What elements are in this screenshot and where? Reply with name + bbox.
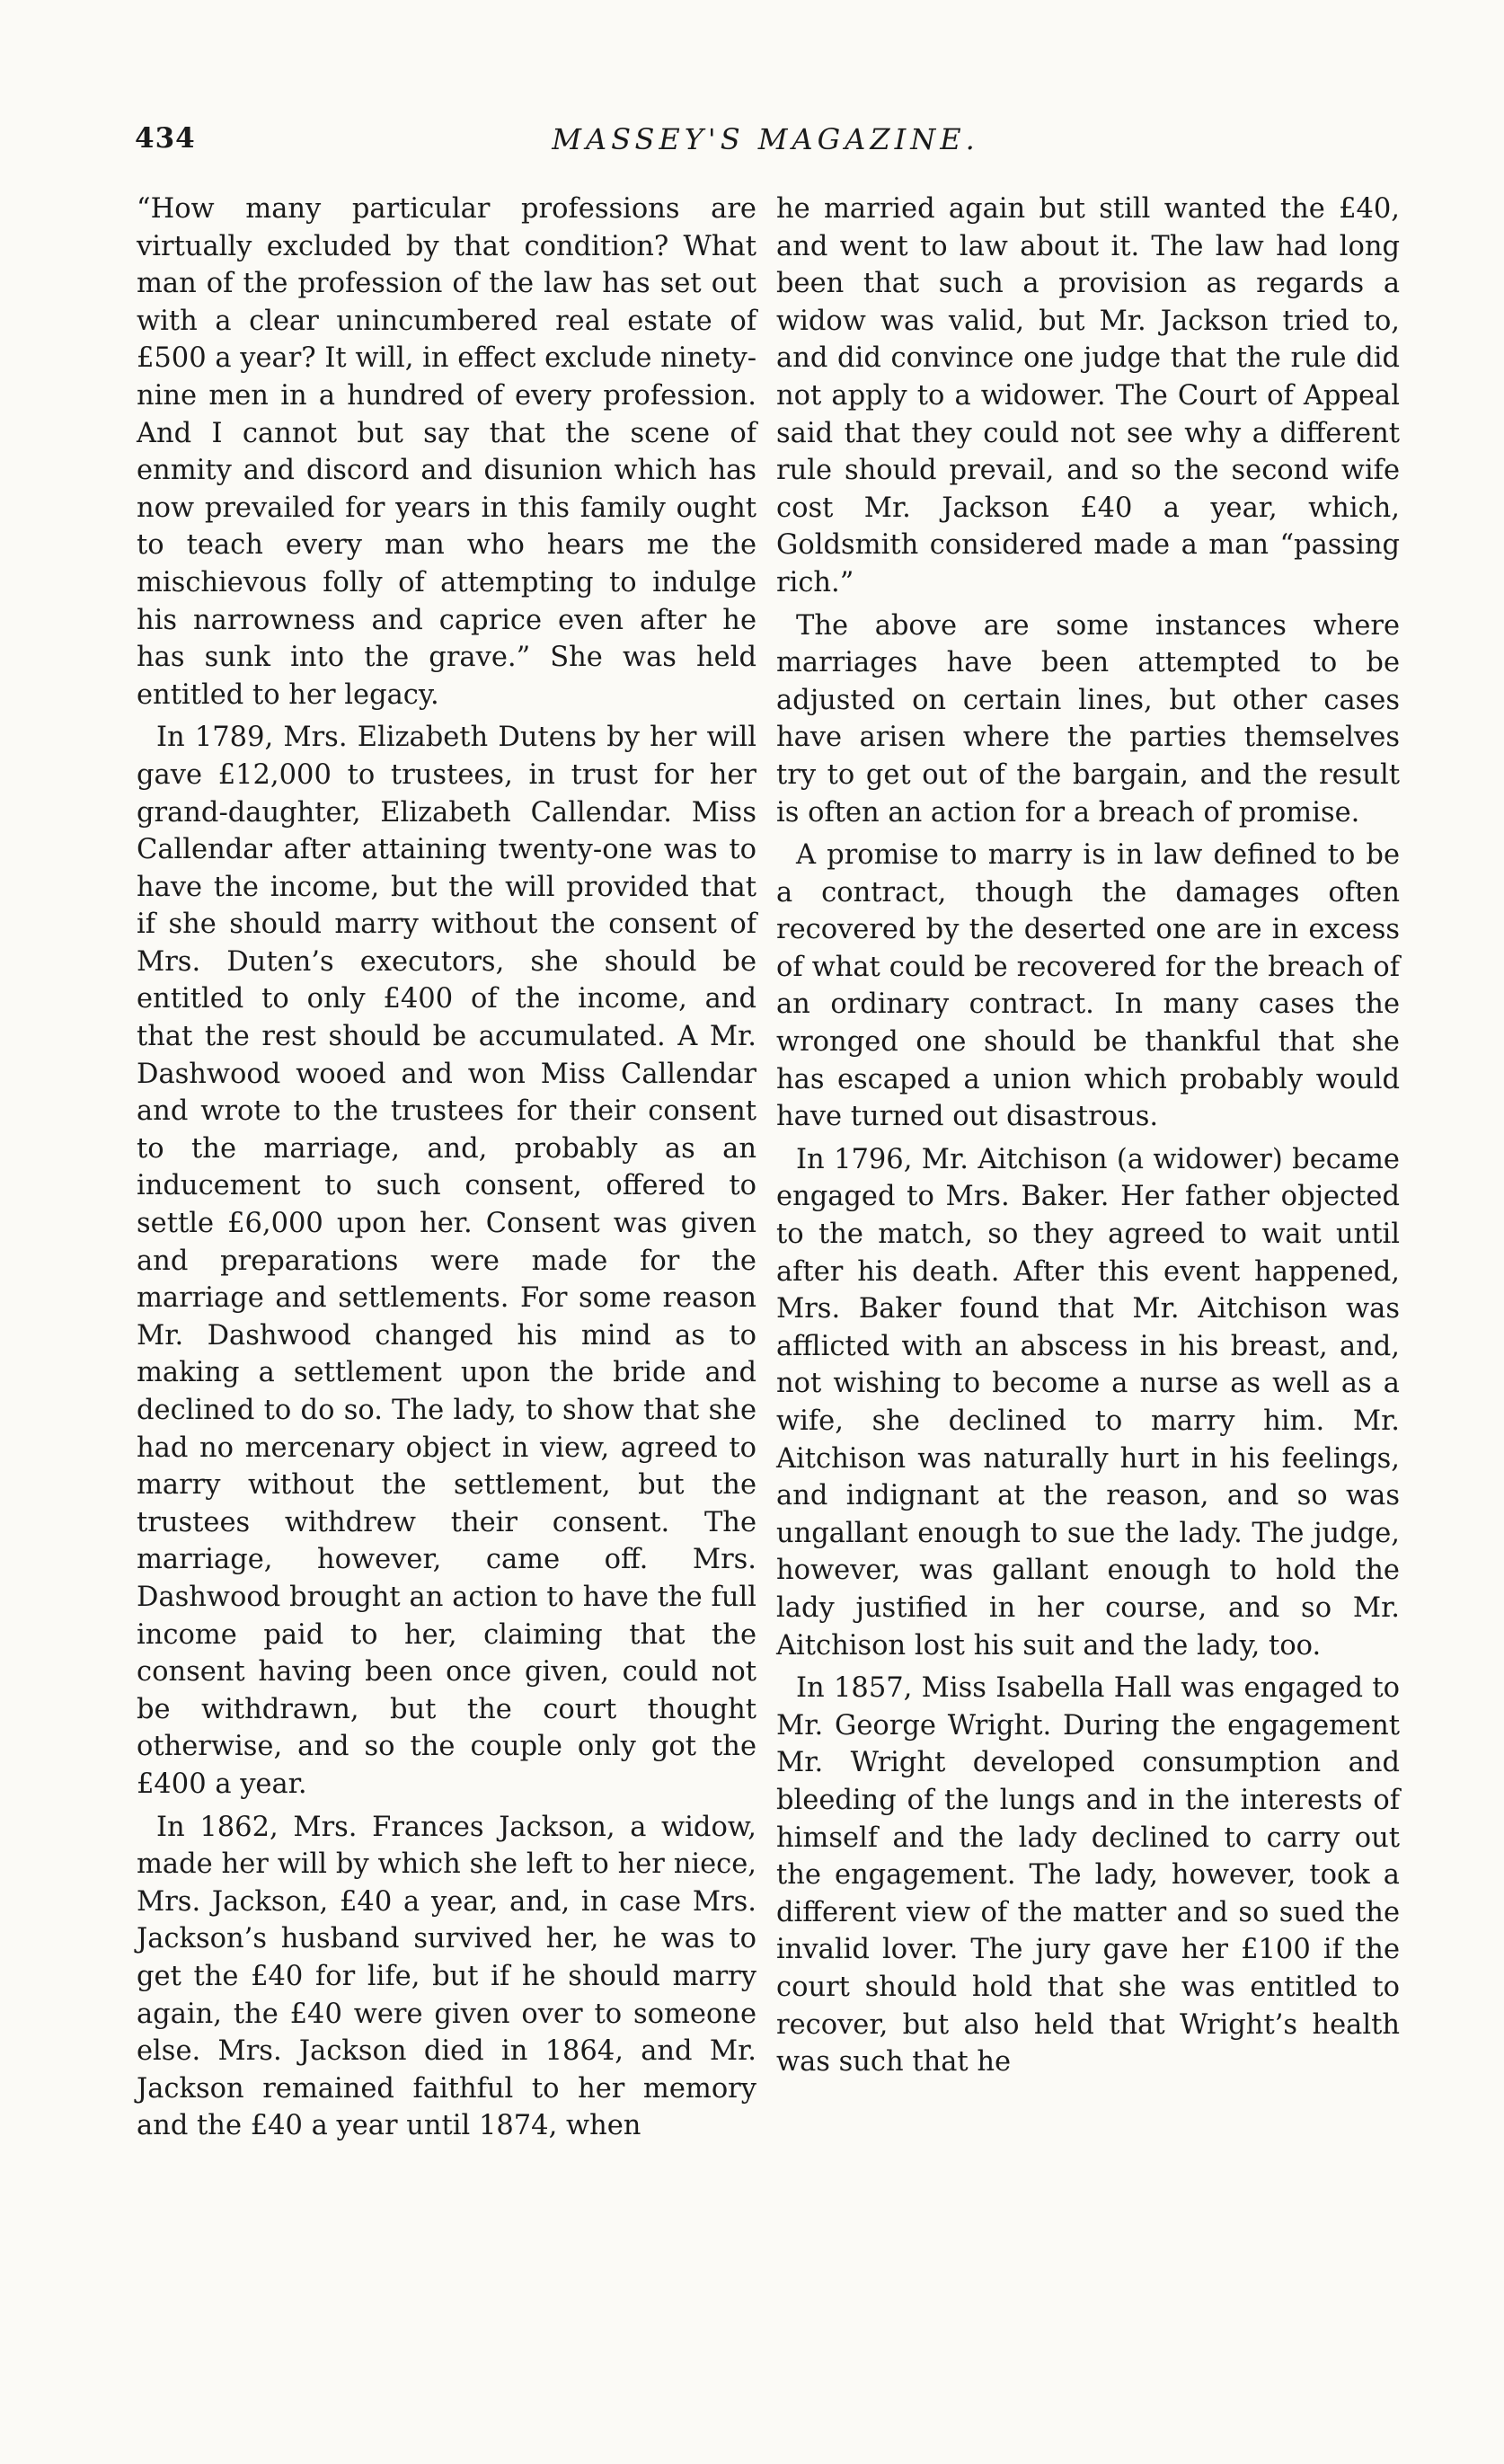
paragraph: In 1789, Mrs. Elizabeth Dutens by her will gave £12,000 to trustees, in trust for her grand-daughter, Elizabeth Callendar. Miss Callendar after attaining twenty-one was to have the income, but the will provided that if she should marry without the consent of Mrs. Duten’s executors, she should be entitled to only £400 of the income, and that the rest should be accumulated. A Mr. Dashwood wooed and won Miss Callendar and wrote to the trustees for their consent to the marriage, and, probably as an inducement to such consent, offered to settle £6,000 upon her. Consent was given and preparations were made for the marriage and settlements. For some reason Mr. Dashwood changed his mind as to making a settlement upon the bride and declined to do so. The lady, to show that she had no mercenary object in view, agreed to marry without the settlement, but the trustees withdrew their consent. The marriage, however, came off. Mrs. Dashwood brought an action to have the full income paid to her, claiming that the consent having been once given, could not be withdrawn, but the court thought otherwise, and so the couple only got the £400 a year. (137, 722, 756, 1800)
paragraph: A promise to marry is in law defined to be a contract, though the damages often recovered by the deserted one are in excess of what could be recovered for the breach of an ordinary contract. In many cases the wronged one should be thankful that she has escaped a union which probably would have turned out disastrous. (776, 839, 1400, 1133)
left-column (137, 191, 756, 2145)
page-number: 434 (135, 122, 196, 155)
paragraph: In 1857, Miss Isabella Hall was engaged to Mr. George Wright. During the engagement Mr. Wright developed consumption and bleeding of the lungs and in the interests of himself and the lady declined to carry out the engagement. The lady, however, took a different view of the matter and so sued the invalid lover. The jury gave her £100 if the court should hold that she was entitled to recover, but also held that Wright’s health was such that he (776, 1672, 1400, 2078)
paragraph: “How many particular professions are virtually excluded by that condition? What man of the profession of the law has set out with a clear unincumbered real estate of £500 a year? It will, in effect exclude ninety-nine men in a hundred of every profession. And I cannot but say that the scene of enmity and discord and disunion which has now prevailed for years in this family ought to teach every man who hears me the mischievous folly of attempting to indulge his narrowness and caprice even after he has sunk into the grave.” She was held entitled to her legacy. (137, 193, 756, 711)
paragraph: he married again but still wanted the £40, and went to law about it. The law had long been that such a provision as regards a widow was valid, but Mr. Jackson tried to, and did convince one judge that the rule did not apply to a widower. The Court of Appeal said that they could not see why a different rule should prevail, and so the second wife cost Mr. Jackson £40 a year, which, Goldsmith considered made a man “passing rich.” (776, 193, 1400, 598)
paragraph: In 1862, Mrs. Frances Jackson, a widow, made her will by which she left to her niece, Mrs. Jackson, £40 a year, and, in case Mrs. Jackson’s husband survived her, he was to get the £40 for life, but if he should marry again, the £40 were given over to someone else. Mrs. Jackson died in 1864, and Mr. Jackson remained faithful to her memory and the £40 a year until 1874, when (137, 1811, 756, 2142)
running-title: MASSEY'S MAGAZINE. (552, 122, 979, 156)
paragraph: The above are some instances where marriages have been attempted to be adjusted on certain lines, but other cases have arisen where the parties themselves try to get out of the bargain, and the result is often an action for a breach of promise. (776, 609, 1400, 829)
paragraph: In 1796, Mr. Aitchison (a widower) became engaged to Mrs. Baker. Her father objected to the match, so they agreed to wait until after his death. After this event happened, Mrs. Baker found that Mr. Aitchison was afflicted with an abscess in his breast, and, not wishing to become a nurse as well as a wife, she declined to marry him. Mr. Aitchison was naturally hurt in his feelings, and indignant at the reason, and so was ungallant enough to sue the lady. The judge, however, was gallant enough to hold the lady justified in her course, and so Mr. Aitchison lost his suit and the lady, too. (776, 1143, 1400, 1662)
page-header (135, 122, 1396, 165)
right-column (776, 191, 1400, 2081)
